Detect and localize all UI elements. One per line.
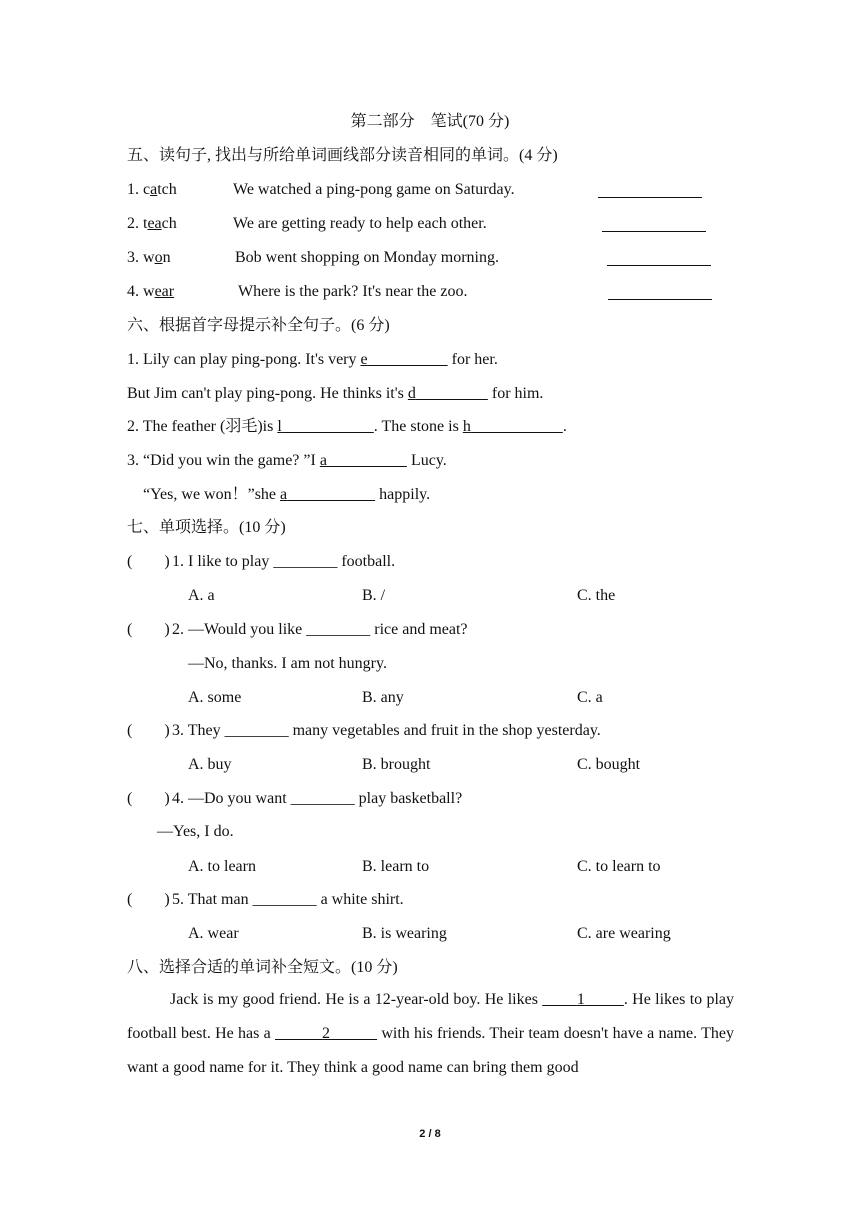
q3-option-c[interactable]: C. bought xyxy=(577,756,641,773)
cloze-passage: Jack is my good friend. He is a 12-year-old boy. He likes 1 . He likes to play football best. He has a 2 with his friends. Their team doesn't have a name. They want a good name for it. They think a good name can bring them good xyxy=(127,991,735,1076)
s5-item2-word: 2. teach xyxy=(127,215,177,232)
q3-answer-paren[interactable]: ( ) xyxy=(127,722,170,739)
q4-option-c[interactable]: C. to learn to xyxy=(577,858,661,875)
q1-answer-paren[interactable]: ( ) xyxy=(127,553,170,570)
q4-option-a[interactable]: A. to learn xyxy=(188,858,256,875)
s6-line3: 2. The feather (羽毛)is l . The stone is h . xyxy=(127,418,567,435)
q3-stem: 3. They ________ many vegetables and fruit in the shop yesterday. xyxy=(172,722,601,739)
cloze-blank-1[interactable]: 1 xyxy=(576,991,585,1008)
page-number: 2 / 8 xyxy=(419,1128,441,1140)
q4-stem-line2: —Yes, I do. xyxy=(157,823,234,840)
s5-item3-sentence: Bob went shopping on Monday morning. xyxy=(235,249,499,266)
s6-line4: 3. “Did you win the game? ”I a Lucy. xyxy=(127,452,447,469)
s6-line2: But Jim can't play ping-pong. He thinks it's d for him. xyxy=(127,385,544,402)
s6-blank-e[interactable]: e xyxy=(360,351,368,368)
s6-blank-a2[interactable]: a xyxy=(280,486,288,503)
s5-item4-word: 4. wear xyxy=(127,283,175,300)
s5-item3-answer-blank[interactable] xyxy=(607,250,711,266)
s5-item2-sentence: We are getting ready to help each other. xyxy=(233,215,487,232)
q1-option-c[interactable]: C. the xyxy=(577,587,616,604)
q2-stem-line2: —No, thanks. I am not hungry. xyxy=(188,655,387,672)
s6-blank-l[interactable]: l xyxy=(277,418,282,435)
cloze-blank-2[interactable]: 2 xyxy=(322,1025,331,1042)
q5-option-a[interactable]: A. wear xyxy=(188,925,239,942)
s6-line5: “Yes, we won！”she a happily. xyxy=(143,486,431,503)
s6-blank-h[interactable]: h xyxy=(462,418,471,435)
q3-option-b[interactable]: B. brought xyxy=(362,756,431,773)
q2-answer-paren[interactable]: ( ) xyxy=(127,621,170,638)
q4-answer-paren[interactable]: ( ) xyxy=(127,790,170,807)
q5-stem: 5. That man ________ a white shirt. xyxy=(172,891,404,908)
q1-stem: 1. I like to play ________ football. xyxy=(172,553,396,570)
s5-item3-word: 3. won xyxy=(127,249,171,266)
q2-option-b[interactable]: B. any xyxy=(362,689,404,706)
part-title: 第二部分 笔试(70 分) xyxy=(350,113,510,130)
s5-item1-word: 1. catch xyxy=(127,181,177,198)
q1-option-a[interactable]: A. a xyxy=(188,587,215,604)
section8-heading: 八、选择合适的单词补全短文。(10 分) xyxy=(127,959,398,976)
s5-item4-answer-blank[interactable] xyxy=(608,284,712,300)
q2-option-a[interactable]: A. some xyxy=(188,689,242,706)
q3-option-a[interactable]: A. buy xyxy=(188,756,232,773)
s5-item4-sentence: Where is the park? It's near the zoo. xyxy=(238,283,468,300)
s6-blank-a1[interactable]: a xyxy=(319,452,327,469)
q4-stem: 4. —Do you want ________ play basketball? xyxy=(172,790,463,807)
q2-option-c[interactable]: C. a xyxy=(577,689,603,706)
section6-heading: 六、根据首字母提示补全句子。(6 分) xyxy=(127,317,390,334)
s6-line1: 1. Lily can play ping-pong. It's very e for her. xyxy=(127,351,498,368)
section5-heading: 五、读句子, 找出与所给单词画线部分读音相同的单词。(4 分) xyxy=(127,147,558,164)
s5-item2-answer-blank[interactable] xyxy=(602,216,706,232)
q5-option-b[interactable]: B. is wearing xyxy=(362,925,447,942)
s6-blank-d[interactable]: d xyxy=(407,385,416,402)
q4-option-b[interactable]: B. learn to xyxy=(362,858,430,875)
q5-answer-paren[interactable]: ( ) xyxy=(127,891,170,908)
s5-item1-answer-blank[interactable] xyxy=(598,182,702,198)
q1-option-b[interactable]: B. / xyxy=(362,587,386,604)
s5-item1-sentence: We watched a ping-pong game on Saturday. xyxy=(233,181,515,198)
q2-stem: 2. —Would you like ________ rice and meat? xyxy=(172,621,468,638)
section7-heading: 七、单项选择。(10 分) xyxy=(127,519,286,536)
q5-option-c[interactable]: C. are wearing xyxy=(577,925,671,942)
